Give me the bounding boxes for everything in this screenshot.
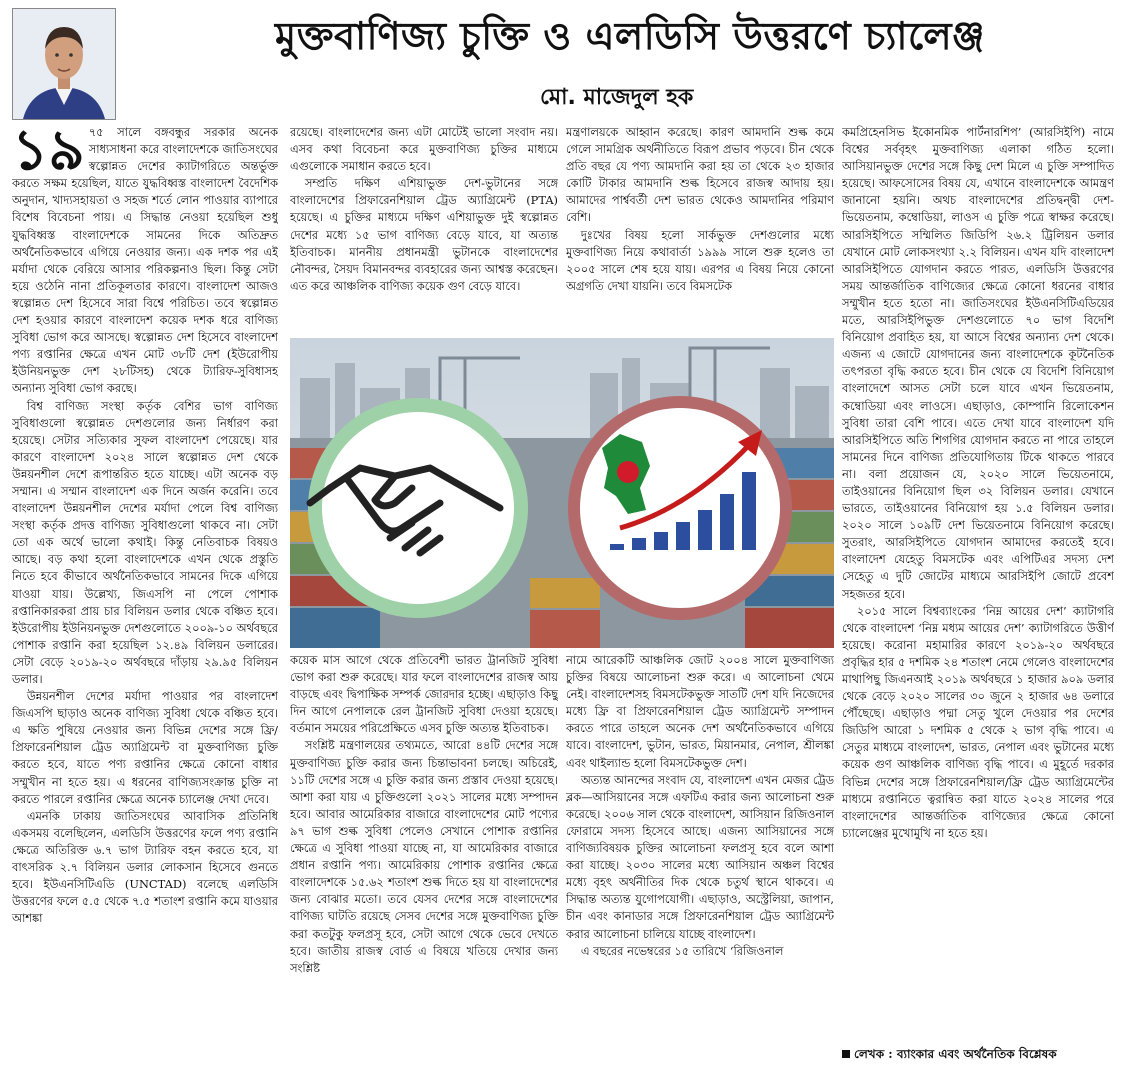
author-photo	[12, 8, 116, 120]
bangladesh-map-growth-chart-icon	[568, 396, 792, 620]
article-column-2-bottom	[290, 652, 558, 1074]
square-bullet-icon	[842, 1050, 850, 1058]
article-headline: মুক্তবাণিজ্য চুক্তি ও এলডিসি উত্তরণে চ্যালেঞ্জ	[274, 14, 985, 58]
port-background-image	[290, 338, 834, 648]
paragraph: রয়েছে। বাংলাদেশের জন্য এটা মোটেই ভালো সংবাদ নয়। এসব কথা বিবেচনা করে মুক্তবাণিজ্য চুক্তির মাধ্যমে এগুলোকে সমাধান করতে হবে।	[290, 125, 558, 174]
person-portrait-icon	[13, 9, 115, 119]
paragraph: অত্যন্ত আনন্দের সংবাদ যে, বাংলাদেশ এখন মেজর ট্রেড ব্লক—আসিয়ানের সঙ্গে এফটিএ করার জন্য আলোচনা শুরু করেছে। ২০০৬ সাল থেকে বাংলাদেশ, আসিয়ান রিজিওনাল ফোরামে সদস্য হিসেবে আছে। এজন্য আসিয়ানের সঙ্গে বাণিজ্যবিষয়ক চুক্তির আলোচনা ফলপ্রসূ হবে বলে আশা করা যাচ্ছে। ২০৩০ সালের মধ্যে আসিয়ান অঞ্চল বিশ্বের মধ্যে বৃহৎ অর্থনীতির দিক থেকে চতুর্থ স্থানে থাকবে। এ সিদ্ধান্ত অত্যন্ত যুগোপযোগী। এছাড়াও, অস্ট্রেলিয়া, জাপান, চীন এবং কানাডার সঙ্গে প্রিফারেনশিয়াল ট্রেড অ্যাগ্রিমেন্ট করার আলোচনা চালিয়ে যাচ্ছে বাংলাদেশ।	[566, 772, 834, 941]
article-column-2-top	[290, 124, 558, 334]
author-signature	[842, 1046, 1114, 1066]
paragraph: সংশ্লিষ্ট মন্ত্রণালয়ের তথ্যমতে, আরো ৪৪টি দেশের সঙ্গে মুক্তবাণিজ্য চুক্তি করার জন্য চিন্তাভাবনা চলছে। অচিরেই, ১১টি দেশের সঙ্গে এ চুক্তি করার জন্য প্রস্তাব দেওয়া হয়েছে। আশা করা যায় এ চুক্তিগুলো ২০২১ সালের মধ্যে সম্পাদন হবে। আবার আমেরিকার বাজারে বাংলাদেশের মোট পণ্যের ৯৭ ভাগ শুল্ক সুবিধা পেলেও সেখানে পোশাক রপ্তানির ক্ষেত্রে এ সুবিধা পাওয়া যাচ্ছে না, যা আমেরিকার বাজারে প্রধান রপ্তানি পণ্য। আমেরিকায় পোশাক রপ্তানির ক্ষেত্রে বাংলাদেশকে ১৫.৬২ শতাংশ শুল্ক দিতে হয় যা বাংলাদেশের জন্য বোঝার মতো। তবে যেসব দেশের সঙ্গে বাংলাদেশের বাণিজ্য ঘাটতি রয়েছে সেসব দেশের সঙ্গে মুক্তবাণিজ্য চুক্তি করা কতটুকু ফলপ্রসূ হবে, সেটা আগে থেকে ভেবে দেখতে হবে। জাতীয় রাজস্ব বোর্ড এ বিষয়ে খতিয়ে দেখার জন্য সংশ্লিষ্ট	[290, 738, 558, 975]
article-column-3-top	[566, 124, 834, 334]
paragraph: সম্প্রতি দক্ষিণ এশিয়াভুক্ত দেশ-ভুটানের সঙ্গে বাংলাদেশের প্রিফারেনশিয়াল ট্রেড অ্যাগ্রিমেন্ট (PTA) হয়েছে। এ চুক্তির মাধ্যমে দক্ষিণ এশিয়াভুক্ত দুই স্বল্পোন্নত দেশের মধ্যে ১৫ ভাগ বাণিজ্য বেড়ে যাবে, যা অত্যন্ত ইতিবাচক। মাননীয় প্রধানমন্ত্রী ভুটানকে বাংলাদেশের নৌবন্দর, সৈয়দ বিমানবন্দর ব্যবহারের জন্য আশ্বস্ত করেছেন। এত করে আঞ্চলিক বাণিজ্য কয়েক গুণ বেড়ে যাবে।	[290, 176, 558, 293]
paragraph: উন্নয়নশীল দেশের মর্যাদা পাওয়ার পর বাংলাদেশ জিএসপি ছাড়াও অনেক বাণিজ্য সুবিধা থেকে বঞ্চিত হবে। এ ক্ষতি পুষিয়ে নেওয়ার জন্য বিভিন্ন দেশের সঙ্গে ফ্রি/প্রিফারেনশিয়াল ট্রেড অ্যাগ্রিমেন্ট বা মুক্তবাণিজ্য চুক্তি করতে হবে, যাতে পণ্য রপ্তানির ক্ষেত্রে কোনো বাধার সম্মুখীন না হতে হয়। এ ধরনের বাণিজ্যসংক্রান্ত চুক্তি না করতে পারলে রপ্তানির ক্ষেত্রে অনেক চ্যালেঞ্জ দেখা দেবে।	[12, 689, 278, 806]
article-column-4	[842, 124, 1114, 1044]
handshake-icon	[308, 398, 528, 618]
drop-cap: ১৯	[12, 124, 85, 183]
article-illustration	[290, 338, 834, 648]
article-column-1	[12, 124, 278, 1074]
paragraph: এমনকি ঢাকায় জাতিসংঘের আবাসিক প্রতিনিধি একসময় বলেছিলেন, এলডিসি উত্তরণের ফলে পণ্য রপ্তানি ক্ষেত্রে অতিরিক্ত ৬.৭ ভাগ ট্যারিফ বহন করতে হবে, যা বাৎসরিক ২.৭ বিলিয়ন ডলার লোকসান হিসেবে গুনতে হবে। ইউএনসিটিএডি (UNCTAD) বলেছে এলডিসি উত্তরণের ফলে ৫.৫ থেকে ৭.৫ শতাংশ রপ্তানি কমে যাওয়ার আশঙ্কা	[12, 808, 278, 926]
article-column-3-bottom	[566, 652, 834, 1074]
paragraph: বিশ্ব বাণিজ্য সংস্থা কর্তৃক বেশির ভাগ বাণিজ্য সুবিধাগুলো স্বল্পোন্নত দেশগুলোর জন্য নির্ধারণ করা হয়েছে। সেটার সত্যিকার সুফল বাংলাদেশ পেয়েছে। যার কারণে বাংলাদেশ ২০২৪ সালে স্বল্পোন্নত দেশ থেকে উন্নয়নশীল দেশে রূপান্তরিত হতে যাচ্ছে। এটা অনেক বড় সম্মান। এ সম্মান বাংলাদেশ এক দিনে অর্জন করেনি। তবে বাংলাদেশ উন্নয়নশীল দেশের মর্যাদা পেলে বিশ্ব বাণিজ্য সংস্থা কর্তৃক প্রদত্ত বাণিজ্য সুবিধাগুলো থাকবে না। সেটা তো এক অর্থে ভালো কথাই। কিন্তু নেতিবাচক বিষয়ও আছে। বড় কথা হলো বাংলাদেশকে এখন থেকে প্রস্তুতি নিতে হবে কীভাবে অর্থনৈতিকভাবে সামনের দিকে এগিয়ে যাওয়া যায়। উল্লেখ্য, জিএসপি না পেলে পোশাক রপ্তানিকারকরা প্রায় চার বিলিয়ন ডলার থেকে বঞ্চিত হবে। ইউরোপীয় ইউনিয়নভুক্ত দেশগুলোতে ২০০৯-১০ অর্থবছরে পোশাক রপ্তানি করা হয়েছিল ১২.৪৯ বিলিয়ন ডলারের। সেটা বেড়ে ২০১৯-২০ অর্থবছরে দাঁড়ায় ২৯.৯৫ বিলিয়ন ডলার।	[12, 398, 278, 686]
paragraph: কমপ্রিহেনসিভ ইকোনমিক পার্টনারশিপ’ (আরসিইপি) নামে বিশ্বের সর্ববৃহৎ মুক্তবাণিজ্য এলাকা গঠিত হলো। আসিয়ানভুক্ত দেশের সঙ্গে কিছু দেশ মিলে এ চুক্তি সম্পাদিত হয়েছে। আফসোসের বিষয় যে, এখানে বাংলাদেশকে আমন্ত্রণ জানানো হয়নি। অথচ বাংলাদেশের প্রতিদ্বন্দ্বী দেশ-ভিয়েতনাম, কম্বোডিয়া, লাওস এ চুক্তি পত্রে স্বাক্ষর করেছে। আরসিইপিতে সম্মিলিত জিডিপি ২৬.২ ট্রিলিয়ন ডলার যেখানে মোট লোকসংখ্যা ২.২ বিলিয়ন। এখন যদি বাংলাদেশ আরসিইপিতে যোগদান করতে পারত, এলডিসি উত্তরণের সময় আন্তর্জাতিক বাণিজ্যের ক্ষেত্রে কোনো ধরনের বাধার সম্মুখীন হতে হতো না। জাতিসংঘের ইউএনসিটিএডিয়ের মতে, আরসিইপিভুক্ত দেশগুলোতে ৭০ ভাগ বিদেশি বিনিয়োগ প্রবাহিত হয়, যা আসে বিশ্বের অন্যান্য দেশ থেকে। এজন্য এ জোটে যোগদানের জন্য বাংলাদেশকে কূটনৈতিক তৎপরতা বৃদ্ধি করতে হবে। চীন থেকে যে বিদেশি বিনিয়োগ বাংলাদেশে আসত সেটা চলে যাবে এখন ভিয়েতনাম, কম্বোডিয়া এবং লাওসে। এছাড়াও, কোম্পানি রিলোকেশন সুবিধা তারা বেশি পাবে। এতে দেখা যাবে বাংলাদেশ যদি আরসিইপিতে অতি শিগগির যোগদান করতে না পারে তাহলে সামনের দিনে বাণিজ্য প্রতিযোগিতায় টিকে থাকতে পারবে না। বলা প্রয়োজন যে, ২০২০ সালে ভিয়েতনামে, তাইওয়ানের বিনিয়োগ ছিল ৩২ বিলিয়ন ডলার। যেখানে ভারতে, তাইওয়ানের বিনিয়োগ হয় ১.৫ বিলিয়ন ডলার। ২০২০ সালে ১০৯টি দেশ ভিয়েতনামে বিনিয়োগ করেছে। সুতরাং, আরসিইপিতে যোগদান আমাদের করতেই হবে। বাংলাদেশ যেহেতু বিমসটেক এবং এপিটিএর সদস্য দেশ সেহেতু এ দুটি জোটের মাধ্যমে আরসিইপি জোটে প্রবেশ সহজতর হবে।	[842, 125, 1114, 601]
paragraph: ২০১৫ সালে বিশ্বব্যাংকের ‘নিম্ন আয়ের দেশ’ ক্যাটাগরি থেকে বাংলাদেশ ‘নিম্ন মধ্যম আয়ের দেশ’ ক্যাটাগরিতে উত্তীর্ণ হয়েছে। করোনা মহামারির কারণে ২০১৯-২০ অর্থবছরে প্রবৃদ্ধির হার ৫ দশমিক ২৪ শতাংশ নেমে গেলেও বাংলাদেশের মাথাপিছু জিএনআই ২০১৯ অর্থবছরে ১ হাজার ৯০৯ ডলার থেকে বেড়ে ২০২০ সালের ৩০ জুনে ২ হাজার ৬৪ ডলারে পৌঁছেছে। এছাড়াও পদ্মা সেতু খুলে দেওয়ার পর দেশের জিডিপি আরো ১ দশমিক ৫ থেকে ২ ভাগ বৃদ্ধি পাবে। এ সেতুর মাধ্যমে বাংলাদেশ, ভারত, নেপাল এবং ভুটানের মধ্যে কয়েক গুণ আঞ্চলিক বাণিজ্য বৃদ্ধি পাবে। এ মুহূর্তে দরকার বিভিন্ন দেশের সঙ্গে প্রিফারেনশিয়াল/ফ্রি ট্রেড অ্যাগ্রিমেন্টের মাধ্যমে রপ্তানিতে ত্বরান্বিত করা যাতে ২০২৪ সালের পরে বাংলাদেশের আন্তর্জাতিক বাণিজ্যের ক্ষেত্রে কোনো চ্যালেঞ্জের মুখোমুখি না হতে হয়।	[842, 603, 1114, 840]
paragraph: দুঃখের বিষয় হলো সার্কভুক্ত দেশগুলোর মধ্যে মুক্তবাণিজ্য নিয়ে কথাবার্তা ১৯৯৯ সালে শুরু হলেও তা ২০০৫ সালে শেষ হয়ে যায়। এরপর এ বিষয় নিয়ে কোনো অগ্রগতি দেখা যায়নি। তবে বিমসটেক	[566, 227, 834, 293]
paragraph: এ বছরের নভেম্বরের ১৫ তারিখে ‘রিজিওনাল	[580, 943, 784, 958]
author-byline: মো. মাজেদুল হক	[540, 85, 694, 110]
paragraph: ৭৫ সালে বঙ্গবন্ধুর সরকার অনেক সাধ্যসাধনা করে বাংলাদেশকে জাতিসংঘের স্বল্পোন্নত দেশের ক্যাটাগরিতে অন্তর্ভুক্ত করতে সক্ষম হয়েছিল, যাতে যুদ্ধবিধ্বস্ত বাংলাদেশ বৈদেশিক অনুদান, খাদ্যসহায়তা ও সহজ শর্তে লোন পাওয়ার ব্যাপারে বিশেষ বিবেচনা পায়। এ সিদ্ধান্ত নেওয়া হয়েছিল শুধু যুদ্ধবিধ্বস্ত বাংলাদেশকে সামনের দিকে অতিদ্রুত অর্থনৈতিকভাবে এগিয়ে নেওয়ার জন্য। এক দশক পর এই মর্যাদা থেকে বেরিয়ে আসার পরিকল্পনাও ছিল। কিন্তু সেটা হয়ে ওঠেনি নানা প্রতিকূলতার কারণে। বাংলাদেশ আজও স্বল্পোন্নত দেশ হিসেবে সারা বিশ্বে পরিচিত। তবে স্বল্পোন্নত দেশ হওয়ার কারণে বাংলাদেশ কয়েক দশক ধরে বাণিজ্য সুবিধা ভোগ করে আসছে। স্বল্পোন্নত দেশ হিসেবে বাংলাদেশ পণ্য রপ্তানির ক্ষেত্রে এখন মোট ৩৮টি দেশ (ইউরোপীয় ইউনিয়নভুক্ত দেশ ২৮টিসহ) থেকে ট্যারিফ-সুবিধাসহ অন্যান্য সুবিধা ভোগ করছে।	[12, 125, 278, 396]
signature-text: লেখক : ব্যাংকার এবং অর্থনৈতিক বিশ্লেষক	[854, 1047, 1057, 1061]
paragraph: কয়েক মাস আগে থেকে প্রতিবেশী ভারত ট্রানজিট সুবিধা ভোগ করা শুরু করেছে। যার ফলে বাংলাদেশের রাজস্ব আয় বাড়ছে এবং দ্বিপাক্ষিক সম্পর্ক জোরদার হচ্ছে। এছাড়াও কিছু দিন আগে নেপালকে রেল ট্রানজিট সুবিধা দেওয়া হয়েছে। বর্তমান সময়ের পরিপ্রেক্ষিতে এসব চুক্তি অত্যন্ত ইতিবাচক।	[290, 653, 558, 736]
paragraph: মন্ত্রণালয়কে আহ্বান করেছে। কারণ আমদানি শুল্ক কমে গেলে সামগ্রিক অর্থনীতিতে বিরূপ প্রভাব পড়বে। চীন থেকে প্রতি বছর যে পণ্য আমদানি করা হয় তা থেকে ২৩ হাজার কোটি টাকার আমদানি শুল্ক হিসেবে রাজস্ব আদায় হয়। আমাদের পার্শ্ববর্তী দেশ ভারত থেকেও আমদানির পরিমাণ বেশি।	[566, 125, 834, 225]
paragraph: নামে আরেকটি আঞ্চলিক জোট ২০০৪ সালে মুক্তবাণিজ্য চুক্তির বিষয়ে আলোচনা শুরু করে। এ আলোচনা থেমে নেই। বাংলাদেশসহ বিমসটেকভুক্ত সাতটি দেশ যদি নিজেদের মধ্যে ফ্রি বা প্রিফারেনশিয়াল ট্রেড অ্যাগ্রিমেন্ট সম্পাদন করতে পারে তাহলে অনেক দেশ অর্থনৈতিকভাবে এগিয়ে যাবে। বাংলাদেশ, ভুটান, ভারত, মিয়ানমার, নেপাল, শ্রীলঙ্কা এবং থাইল্যান্ড হলো বিমসটেকভুক্ত দেশ।	[566, 653, 834, 770]
